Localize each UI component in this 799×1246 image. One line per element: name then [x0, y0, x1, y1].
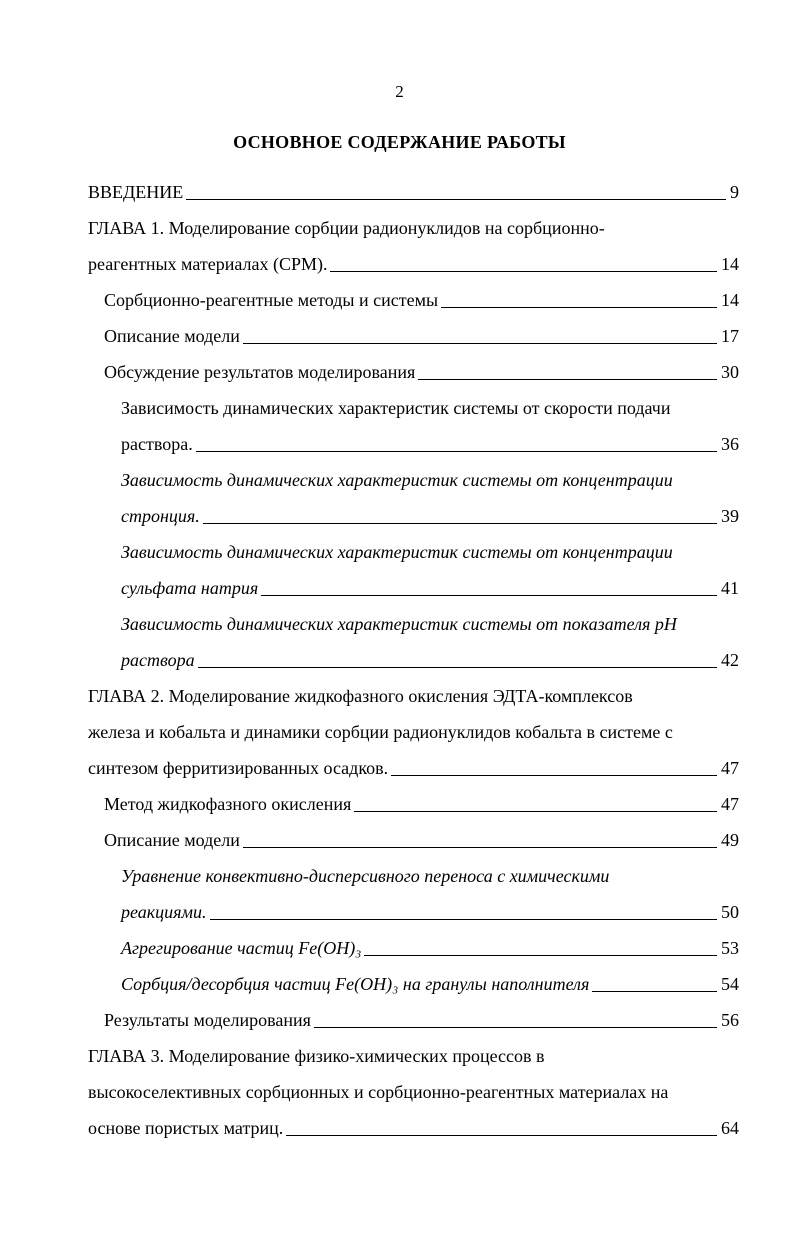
toc-entry-text: Описание модели [104, 326, 240, 346]
toc-entry-text: Описание модели [104, 830, 240, 850]
toc-entry-text: синтезом ферритизированных осадков. [88, 758, 389, 778]
toc-entry-text: основе пористых матриц. [88, 1118, 284, 1138]
toc-entry-sorption-desorption [121, 970, 739, 998]
toc-page-number: 47 [721, 758, 739, 778]
dot-leader [196, 451, 717, 452]
toc-entry-text: Результаты моделирования [104, 1010, 311, 1030]
toc-page-number: 64 [721, 1118, 739, 1138]
toc-entry-transport-equation-end [121, 898, 739, 926]
toc-page-number: 50 [721, 902, 739, 922]
toc-page-number: 54 [721, 974, 739, 994]
dot-leader [186, 199, 726, 200]
toc-entry-chapter-3-cont: высокоселективных сорбционных и сорбционно-реагентных материалах на [88, 1082, 669, 1102]
dot-leader [203, 523, 717, 524]
toc-entry-text: Сорбционно-реагентные методы и системы [104, 290, 439, 310]
toc-entry-text: сульфата натрия [121, 578, 259, 598]
toc-page-number: 39 [721, 506, 739, 526]
toc-entry-model-description-2 [104, 826, 739, 854]
dot-leader [364, 955, 717, 956]
toc-entry-modeling-results [104, 1006, 739, 1034]
toc-page-number: 30 [721, 362, 739, 382]
toc-page-number: 53 [721, 938, 739, 958]
toc-entry-text: стронция. [121, 506, 200, 526]
toc-entry-text: Обсуждение результатов моделирования [104, 362, 416, 382]
toc-entry-chapter-1: ГЛАВА 1. Моделирование сорбции радионуклидов на сорбционно- [88, 218, 605, 238]
toc-page-number: 49 [721, 830, 739, 850]
toc-page-number: 36 [721, 434, 739, 454]
toc-entry-chapter-2: ГЛАВА 2. Моделирование жидкофазного окисления ЭДТА-комплексов [88, 686, 633, 706]
toc-entry-model-description [104, 322, 739, 350]
dot-leader [391, 775, 717, 776]
toc-page-number: 41 [721, 578, 739, 598]
dot-leader [198, 667, 717, 668]
toc-entry-sorption-methods [104, 286, 739, 314]
dot-leader [354, 811, 717, 812]
page-number: 2 [395, 82, 404, 101]
toc-page-number: 14 [721, 254, 739, 274]
toc-entry-chapter-3: ГЛАВА 3. Моделирование физико-химических процессов в [88, 1046, 545, 1066]
toc-entry-feed-rate: Зависимость динамических характеристик системы от скорости подачи [121, 398, 671, 418]
toc-page-number: 56 [721, 1010, 739, 1030]
toc-entry-text: раствора [121, 650, 195, 670]
toc-page-number: 9 [730, 182, 739, 202]
toc-entry-text: Агрегирование частиц Fe(OH)₃ [121, 938, 362, 958]
dot-leader [418, 379, 717, 380]
dot-leader [441, 307, 717, 308]
toc-entry-text: раствора. [121, 434, 193, 454]
toc-entry-chapter-3-end [88, 1114, 739, 1142]
page-title: ОСНОВНОЕ СОДЕРЖАНИЕ РАБОТЫ [233, 132, 566, 152]
toc-entry-text: Метод жидкофазного окисления [104, 794, 352, 814]
toc-entry-strontium-end [121, 502, 739, 530]
toc-entry-text: Сорбция/десорбция частиц Fe(OH)₃ на гранулы наполнителя [121, 974, 590, 994]
toc-entry-liquid-oxidation [104, 790, 739, 818]
toc-entry-text: реагентных материалах (СРМ). [88, 254, 328, 274]
dot-leader [243, 847, 717, 848]
toc-entry-strontium: Зависимость динамических характеристик системы от концентрации [121, 470, 673, 490]
toc-entry-chapter-1-end [88, 250, 739, 278]
toc-entry-chapter-2-end [88, 754, 739, 782]
dot-leader [261, 595, 717, 596]
toc-entry-chapter-2-cont: железа и кобальта и динамики сорбции радионуклидов кобальта в системе с [88, 722, 673, 742]
toc-entry-introduction [88, 178, 739, 206]
dot-leader [243, 343, 717, 344]
toc-entry-transport-equation: Уравнение конвективно-дисперсивного переноса с химическими [121, 866, 610, 886]
toc-entry-aggregation [121, 934, 739, 962]
toc-page-number: 47 [721, 794, 739, 814]
toc-entry-sodium-sulfate: Зависимость динамических характеристик системы от концентрации [121, 542, 673, 562]
toc-entry-feed-rate-end [121, 430, 739, 458]
toc-entry-ph: Зависимость динамических характеристик системы от показателя pH [121, 614, 677, 634]
dot-leader [314, 1027, 717, 1028]
dot-leader [330, 271, 717, 272]
toc-entry-text: реакциями. [121, 902, 207, 922]
toc-page-number: 14 [721, 290, 739, 310]
dot-leader [210, 919, 717, 920]
dot-leader [592, 991, 717, 992]
toc-entry-results-discussion [104, 358, 739, 386]
toc-page-number: 42 [721, 650, 739, 670]
toc-entry-sodium-sulfate-end [121, 574, 739, 602]
toc-page-number: 17 [721, 326, 739, 346]
dot-leader [286, 1135, 717, 1136]
toc-entry-text: ВВЕДЕНИЕ [88, 182, 184, 202]
toc-entry-ph-end [121, 646, 739, 674]
